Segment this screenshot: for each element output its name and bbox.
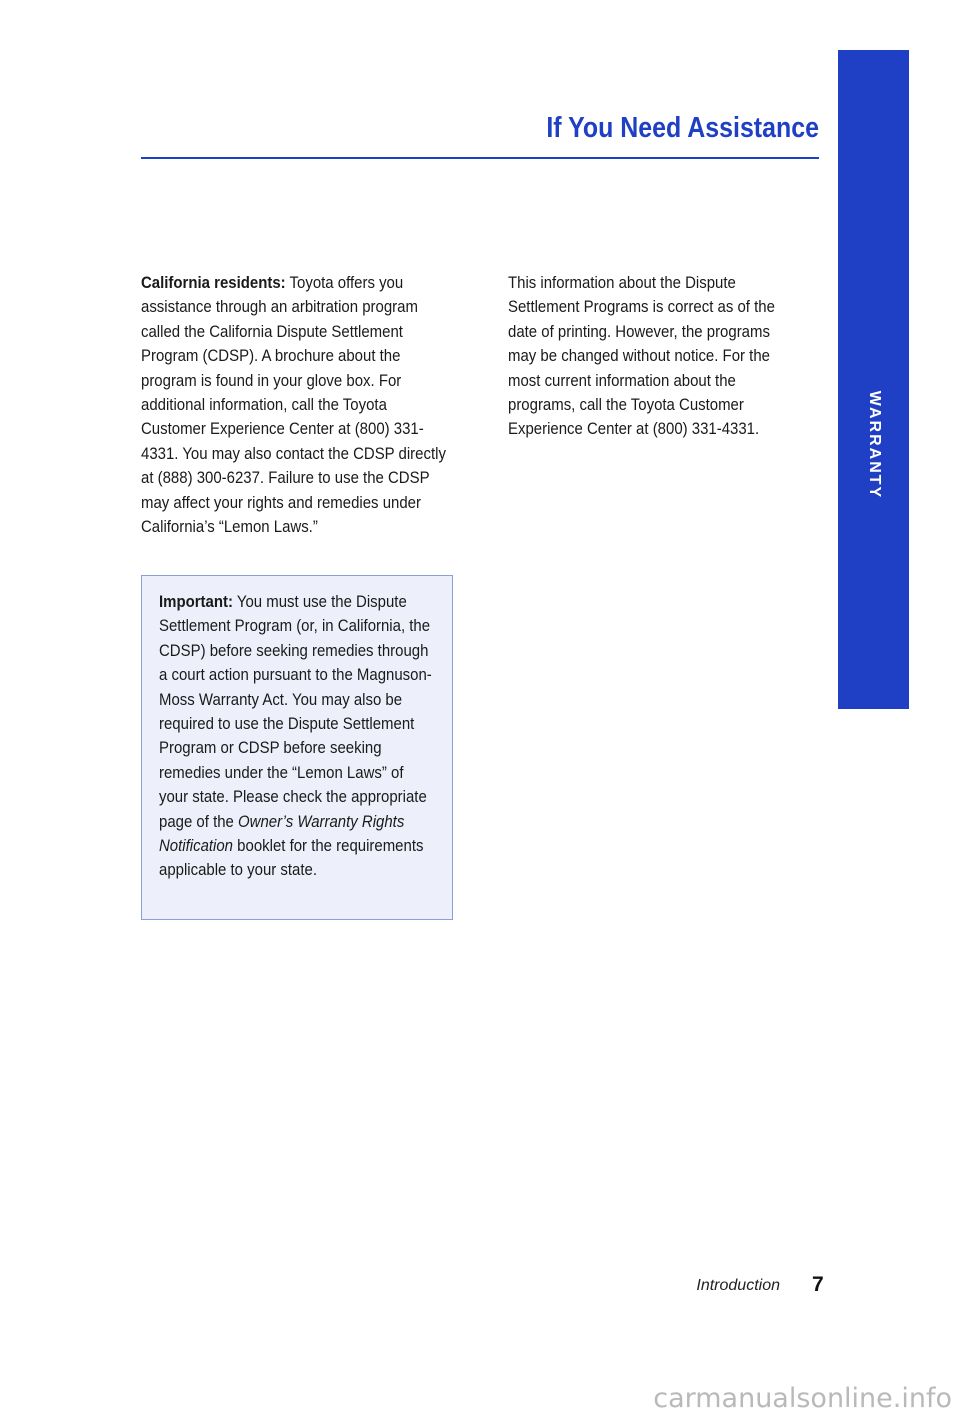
important-note-text bbox=[159, 590, 436, 883]
section-tab-label: WARRANTY bbox=[865, 390, 883, 500]
page-number: 7 bbox=[812, 1273, 824, 1296]
footer-section-name: Introduction bbox=[696, 1277, 780, 1294]
important-booklet-title: Owner’s Warranty Rights Notification bbox=[159, 811, 405, 856]
important-body-part1: You must use the Dispute Settlement Program (or, in California, the CDSP) before seeking remedies through a court action pursuant to the Magnuson-Moss Warranty Act. You may also be required to use the Dispute Settlement Program or CDSP before seeking remedies under the “Lemon Laws” of your state. Please check the appropriate page of the bbox=[159, 592, 432, 831]
dispute-info-body: This information about the Dispute Settlement Programs is correct as of the date of printing. However, the programs may be changed without notice. For the most current information about the programs, call the Toyota Customer Experience Center at (800) 331-4331. bbox=[508, 273, 775, 439]
title-divider bbox=[141, 157, 819, 159]
important-lead: Important: bbox=[159, 592, 233, 611]
important-body-part2: booklet for the requirements applicable to your state. bbox=[159, 836, 424, 880]
right-column bbox=[508, 271, 798, 442]
page-title: If You Need Assistance bbox=[546, 112, 819, 144]
left-column bbox=[141, 271, 449, 539]
california-body: Toyota offers you assistance through an arbitration program called the California Dispute Settlement Program (CDSP). A brochure about the program is found in your glove box. For additional information, call the Toyota Customer Experience Center at (800) 331-4331. You may also contact the CDSP directly at (888) 300-6237. Failure to use the CDSP may affect your rights and remedies under California’s “Lemon Laws.” bbox=[141, 273, 446, 537]
site-watermark: carmanualsonline.info bbox=[653, 1383, 952, 1414]
important-note-box bbox=[141, 575, 453, 920]
section-side-tab bbox=[838, 50, 909, 709]
california-lead: California residents: bbox=[141, 273, 286, 292]
